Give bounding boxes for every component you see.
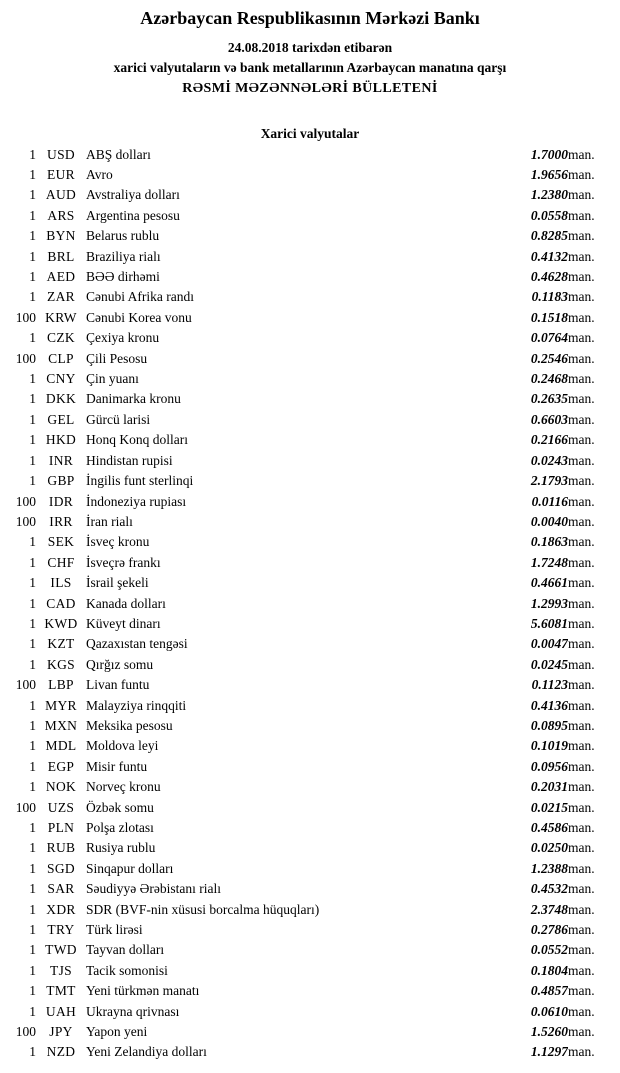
unit-cell: man. — [568, 758, 595, 774]
currency-name-cell: İsveçrə frankı — [86, 554, 161, 570]
quantity-cell: 1 — [29, 289, 36, 305]
unit-cell: man. — [568, 1044, 595, 1060]
currency-code-cell: AUD — [45, 187, 77, 203]
currency-code-cell: SAR — [47, 881, 75, 897]
unit-cell: man. — [568, 350, 595, 366]
quantity-cell: 1 — [29, 187, 36, 203]
currency-row — [0, 696, 620, 716]
currency-name-cell: İran rialı — [86, 513, 133, 529]
currency-name-cell: Honq Konq dolları — [86, 432, 188, 448]
bulletin-title: RƏSMİ MƏZƏNNƏLƏRİ BÜLLETENİ — [182, 80, 438, 96]
rate-value-cell: 0.1863 — [530, 534, 568, 550]
currency-code-cell: RUB — [46, 840, 76, 856]
rate-value-cell: 0.1518 — [530, 309, 568, 325]
currency-code-cell: TRY — [47, 922, 75, 938]
unit-cell: man. — [568, 697, 595, 713]
currency-code-cell: MDL — [45, 738, 77, 754]
rate-value-cell: 0.4857 — [530, 983, 568, 999]
rate-value-cell: 1.5260 — [530, 1024, 568, 1040]
currency-code-cell: SGD — [47, 860, 75, 876]
currency-code-cell: EUR — [47, 167, 75, 182]
rate-value-cell: 0.2031 — [530, 779, 568, 795]
currency-code-cell: IRR — [49, 513, 73, 529]
currency-name-cell: Braziliya rialı — [86, 248, 161, 264]
currency-row — [0, 614, 620, 634]
currency-name-cell: Moldova leyi — [86, 738, 159, 754]
quantity-cell: 1 — [29, 1003, 36, 1019]
quantity-cell: 1 — [29, 371, 36, 387]
rate-value-cell: 1.2380 — [530, 187, 568, 203]
quantity-cell: 1 — [29, 983, 36, 999]
quantity-cell: 100 — [15, 1024, 36, 1040]
subtitle-line: xarici valyutaların və bank metallarının Azərbaycan manatına qarşı — [113, 59, 507, 75]
unit-cell: man. — [568, 575, 595, 591]
rate-value-cell: 0.0764 — [530, 330, 568, 346]
currency-row — [0, 492, 620, 512]
currency-row — [0, 940, 620, 960]
rate-value-cell: 1.1297 — [530, 1044, 568, 1060]
quantity-cell: 1 — [29, 473, 36, 489]
currency-code-cell: KRW — [45, 309, 77, 325]
currency-name-cell: Küveyt dinarı — [86, 615, 161, 631]
quantity-cell: 1 — [29, 840, 36, 856]
currency-row — [0, 1042, 620, 1062]
quantity-cell: 100 — [15, 350, 36, 366]
unit-cell: man. — [568, 187, 595, 203]
currency-code-cell: MXN — [44, 717, 78, 733]
currency-row — [0, 594, 620, 614]
currency-row — [0, 451, 620, 471]
currency-name-cell: Qırğız somu — [86, 656, 154, 672]
currency-code-cell: PLN — [47, 820, 75, 835]
currency-row — [0, 532, 620, 552]
currency-row — [0, 736, 620, 756]
currency-name-cell: Çili Pesosu — [86, 350, 148, 366]
currency-code-cell: NZD — [46, 1044, 76, 1060]
currency-row — [0, 369, 620, 389]
currency-row — [0, 553, 620, 573]
currency-row — [0, 859, 620, 879]
quantity-cell: 1 — [29, 636, 36, 652]
rate-value-cell: 2.3748 — [530, 901, 568, 917]
currency-row — [0, 818, 620, 838]
currency-code-cell: ILS — [50, 575, 72, 591]
currency-name-cell: Cənubi Afrika randı — [86, 289, 194, 305]
currency-name-cell: Çexiya kronu — [86, 330, 160, 346]
date-line: 24.08.2018 tarixdən etibarən — [227, 39, 393, 55]
currency-code-cell: TMT — [46, 983, 76, 999]
quantity-cell: 1 — [29, 615, 36, 631]
currency-row — [0, 1022, 620, 1042]
quantity-cell: 1 — [29, 922, 36, 938]
currency-name-cell: Tacik somonisi — [86, 962, 168, 978]
unit-cell: man. — [568, 146, 595, 162]
currency-code-cell: CAD — [46, 595, 76, 611]
quantity-cell: 100 — [15, 677, 36, 693]
unit-cell: man. — [568, 595, 595, 611]
currency-row — [0, 838, 620, 858]
rate-value-cell: 0.0250 — [530, 840, 568, 856]
currency-row — [0, 777, 620, 797]
currency-code-cell: EGP — [47, 758, 75, 774]
currency-code-cell: AED — [46, 269, 76, 285]
quantity-cell: 1 — [29, 860, 36, 876]
unit-cell: man. — [568, 309, 595, 325]
currency-code-cell: NOK — [45, 779, 77, 795]
rate-value-cell: 0.4628 — [530, 269, 568, 285]
currency-row — [0, 145, 620, 165]
currency-row — [0, 981, 620, 1001]
currency-code-cell: ARS — [47, 207, 75, 223]
quantity-cell: 100 — [15, 513, 36, 529]
currency-name-cell: Avstraliya dolları — [86, 187, 180, 203]
currency-code-cell: DKK — [45, 391, 77, 407]
unit-cell: man. — [568, 799, 595, 815]
rate-value-cell: 0.0558 — [530, 207, 568, 223]
rate-value-cell: 0.0047 — [530, 636, 568, 652]
rate-value-cell: 0.0040 — [530, 513, 568, 529]
unit-cell: man. — [568, 881, 595, 897]
currency-name-cell: Qazaxıstan tengəsi — [86, 636, 188, 652]
quantity-cell: 1 — [29, 779, 36, 795]
currency-code-cell: CNY — [46, 371, 76, 387]
quantity-cell: 1 — [29, 146, 36, 162]
quantity-cell: 1 — [29, 697, 36, 713]
unit-cell: man. — [568, 534, 595, 550]
currency-row — [0, 655, 620, 675]
rate-value-cell: 0.0610 — [530, 1003, 568, 1019]
rate-value-cell: 1.9656 — [530, 167, 568, 182]
currency-name-cell: İsveç kronu — [86, 534, 150, 550]
unit-cell: man. — [568, 554, 595, 570]
rate-value-cell: 0.1019 — [530, 738, 568, 754]
unit-cell: man. — [568, 207, 595, 223]
currency-code-cell: GEL — [47, 411, 75, 427]
currency-name-cell: Türk lirəsi — [86, 922, 143, 938]
currency-name-cell: Rusiya rublu — [86, 840, 156, 856]
currency-row — [0, 287, 620, 307]
currency-row — [0, 267, 620, 287]
currency-code-cell: TJS — [50, 962, 72, 978]
rate-value-cell: 0.0895 — [530, 717, 568, 733]
currency-name-cell: Danimarka kronu — [86, 391, 181, 407]
rate-value-cell: 0.0243 — [530, 452, 568, 468]
rate-value-cell: 0.0552 — [530, 942, 568, 958]
quantity-cell: 1 — [29, 167, 36, 182]
currency-name-cell: Livan funtu — [86, 677, 150, 693]
quantity-cell: 1 — [29, 962, 36, 978]
rate-value-cell: 1.7000 — [530, 146, 568, 162]
currency-name-cell: Sinqapur dolları — [86, 860, 174, 876]
quantity-cell: 1 — [29, 820, 36, 835]
quantity-cell: 1 — [29, 942, 36, 958]
quantity-cell: 1 — [29, 330, 36, 346]
currency-row — [0, 879, 620, 899]
quantity-cell: 1 — [29, 656, 36, 672]
currency-name-cell: Gürcü larisi — [86, 411, 151, 427]
unit-cell: man. — [568, 962, 595, 978]
quantity-cell: 1 — [29, 901, 36, 917]
currency-row — [0, 961, 620, 981]
unit-cell: man. — [568, 738, 595, 754]
currency-name-cell: ABŞ dolları — [86, 146, 151, 162]
currency-row — [0, 328, 620, 348]
currency-name-cell: İsrail şekeli — [86, 575, 149, 591]
currency-code-cell: KWD — [44, 615, 78, 631]
currency-row — [0, 389, 620, 409]
rate-value-cell: 0.1804 — [530, 962, 568, 978]
unit-cell: man. — [568, 717, 595, 733]
rate-value-cell: 0.6603 — [530, 411, 568, 427]
currency-row — [0, 675, 620, 695]
currency-code-cell: BYN — [46, 228, 76, 244]
currency-row — [0, 349, 620, 369]
quantity-cell: 1 — [29, 738, 36, 754]
currency-name-cell: Cənubi Korea vonu — [86, 309, 192, 325]
rate-value-cell: 0.1123 — [531, 677, 568, 693]
currency-name-cell: Yapon yeni — [86, 1024, 148, 1040]
unit-cell: man. — [568, 820, 595, 835]
currency-code-cell: USD — [47, 146, 75, 162]
currency-code-cell: XDR — [46, 901, 76, 917]
quantity-cell: 1 — [29, 391, 36, 407]
rate-value-cell: 0.0215 — [530, 799, 568, 815]
unit-cell: man. — [568, 1024, 595, 1040]
currency-name-cell: Yeni Zelandiya dolları — [86, 1044, 207, 1060]
currency-code-cell: KGS — [47, 656, 75, 672]
currency-row — [0, 634, 620, 654]
currency-name-cell: İngilis funt sterlinqi — [86, 473, 194, 489]
currency-name-cell: Tayvan dolları — [86, 942, 165, 958]
quantity-cell: 1 — [29, 207, 36, 223]
rate-value-cell: 2.1793 — [530, 473, 568, 489]
currency-name-cell: Özbək somu — [86, 799, 154, 815]
quantity-cell: 1 — [29, 575, 36, 591]
unit-cell: man. — [568, 513, 595, 529]
currency-row — [0, 206, 620, 226]
currency-code-cell: UZS — [47, 799, 75, 815]
unit-cell: man. — [568, 901, 595, 917]
currency-code-cell: HKD — [45, 432, 77, 448]
currency-row — [0, 247, 620, 267]
currency-name-cell: Malayziya rinqqiti — [86, 697, 187, 713]
quantity-cell: 1 — [29, 534, 36, 550]
rate-value-cell: 0.4136 — [530, 697, 568, 713]
unit-cell: man. — [568, 493, 595, 509]
rate-value-cell: 1.2993 — [530, 595, 568, 611]
currency-code-cell: CLP — [48, 350, 74, 366]
currency-code-cell: ZAR — [47, 289, 75, 305]
unit-cell: man. — [568, 922, 595, 938]
unit-cell: man. — [568, 636, 595, 652]
rate-value-cell: 0.2546 — [530, 350, 568, 366]
currency-row — [0, 1002, 620, 1022]
quantity-cell: 1 — [29, 228, 36, 244]
rate-value-cell: 5.6081 — [530, 615, 568, 631]
currency-code-cell: CZK — [47, 330, 75, 346]
rate-value-cell: 0.8285 — [530, 228, 568, 244]
quantity-cell: 1 — [29, 1044, 36, 1060]
rate-value-cell: 0.2468 — [530, 371, 568, 387]
unit-cell: man. — [568, 677, 595, 693]
rate-value-cell: 0.4586 — [530, 820, 568, 835]
currency-name-cell: Ukrayna qrivnası — [86, 1003, 180, 1019]
unit-cell: man. — [568, 942, 595, 958]
currency-code-cell: UAH — [45, 1003, 77, 1019]
unit-cell: man. — [568, 330, 595, 346]
currency-name-cell: Argentina pesosu — [86, 207, 180, 223]
unit-cell: man. — [568, 371, 595, 387]
rate-value-cell: 0.4532 — [530, 881, 568, 897]
currency-code-cell: SEK — [47, 534, 75, 550]
currency-name-cell: Meksika pesosu — [86, 717, 173, 733]
unit-cell: man. — [568, 432, 595, 448]
currency-row — [0, 716, 620, 736]
rate-value-cell: 0.2786 — [530, 922, 568, 938]
unit-cell: man. — [568, 228, 595, 244]
unit-cell: man. — [568, 248, 595, 264]
rate-value-cell: 0.4661 — [530, 575, 568, 591]
currency-code-cell: JPY — [49, 1024, 73, 1040]
currency-row — [0, 308, 620, 328]
bulletin-header — [0, 8, 620, 100]
quantity-cell: 1 — [29, 758, 36, 774]
currency-name-cell: Misir funtu — [86, 758, 148, 774]
currency-code-cell: KZT — [47, 636, 75, 652]
unit-cell: man. — [568, 615, 595, 631]
unit-cell: man. — [568, 473, 595, 489]
currency-row — [0, 165, 620, 185]
currency-name-cell: BƏƏ dirhəmi — [86, 269, 160, 285]
currency-code-cell: TWD — [45, 942, 77, 958]
quantity-cell: 1 — [29, 432, 36, 448]
rate-value-cell: 0.2166 — [530, 432, 568, 448]
currency-code-cell: CHF — [47, 554, 75, 570]
unit-cell: man. — [568, 391, 595, 407]
unit-cell: man. — [568, 289, 595, 305]
currency-rates-table-body — [0, 145, 620, 1063]
unit-cell: man. — [568, 269, 595, 285]
currency-name-cell: Səudiyyə Ərəbistanı rialı — [86, 881, 221, 897]
currency-name-cell: SDR (BVF-nin xüsusi borcalma hüquqları) — [86, 901, 320, 917]
currency-rates-table — [0, 145, 620, 1063]
unit-cell: man. — [568, 411, 595, 427]
quantity-cell: 1 — [29, 452, 36, 468]
currency-name-cell: Kanada dolları — [86, 595, 166, 611]
unit-cell: man. — [568, 452, 595, 468]
unit-cell: man. — [568, 167, 595, 182]
currency-code-cell: GBP — [47, 473, 75, 489]
unit-cell: man. — [568, 1003, 595, 1019]
currency-row — [0, 430, 620, 450]
currency-name-cell: Çin yuanı — [86, 371, 139, 387]
currency-row — [0, 573, 620, 593]
currency-code-cell: MYR — [45, 697, 77, 713]
section-title: Xarici valyutalar — [260, 125, 360, 141]
currency-row — [0, 798, 620, 818]
rate-value-cell: 0.0956 — [530, 758, 568, 774]
rate-value-cell: 0.1183 — [531, 289, 568, 305]
currency-code-cell: IDR — [48, 493, 74, 509]
quantity-cell: 100 — [15, 799, 36, 815]
rate-value-cell: 1.7248 — [530, 554, 568, 570]
quantity-cell: 1 — [29, 554, 36, 570]
currency-row — [0, 185, 620, 205]
currency-row — [0, 920, 620, 940]
unit-cell: man. — [568, 656, 595, 672]
currency-name-cell: Norveç kronu — [86, 779, 161, 795]
currency-name-cell: Avro — [86, 167, 113, 182]
rate-value-cell: 1.2388 — [530, 860, 568, 876]
currency-name-cell: Belarus rublu — [86, 228, 160, 244]
unit-cell: man. — [568, 840, 595, 856]
rate-value-cell: 0.2635 — [530, 391, 568, 407]
currency-row — [0, 900, 620, 920]
page-title: Azərbaycan Respublikasının Mərkəzi Bankı — [140, 8, 480, 28]
quantity-cell: 1 — [29, 717, 36, 733]
quantity-cell: 1 — [29, 881, 36, 897]
currency-row — [0, 226, 620, 246]
quantity-cell: 1 — [29, 269, 36, 285]
currency-row — [0, 410, 620, 430]
currency-name-cell: Hindistan rupisi — [86, 452, 173, 468]
currency-code-cell: BRL — [47, 248, 75, 264]
quantity-cell: 1 — [29, 595, 36, 611]
rate-value-cell: 0.4132 — [530, 248, 568, 264]
unit-cell: man. — [568, 983, 595, 999]
rate-value-cell: 0.0245 — [530, 656, 568, 672]
currency-name-cell: İndoneziya rupiası — [86, 493, 187, 509]
currency-name-cell: Yeni türkmən manatı — [86, 983, 200, 999]
currency-row — [0, 512, 620, 532]
quantity-cell: 100 — [15, 309, 36, 325]
currency-code-cell: LBP — [48, 677, 74, 693]
quantity-cell: 1 — [29, 248, 36, 264]
unit-cell: man. — [568, 779, 595, 795]
currency-code-cell: INR — [48, 452, 74, 468]
quantity-cell: 100 — [15, 493, 36, 509]
unit-cell: man. — [568, 860, 595, 876]
currency-name-cell: Polşa zlotası — [86, 820, 154, 835]
quantity-cell: 1 — [29, 411, 36, 427]
currency-row — [0, 757, 620, 777]
currency-row — [0, 471, 620, 491]
rate-value-cell: 0.0116 — [531, 493, 568, 509]
